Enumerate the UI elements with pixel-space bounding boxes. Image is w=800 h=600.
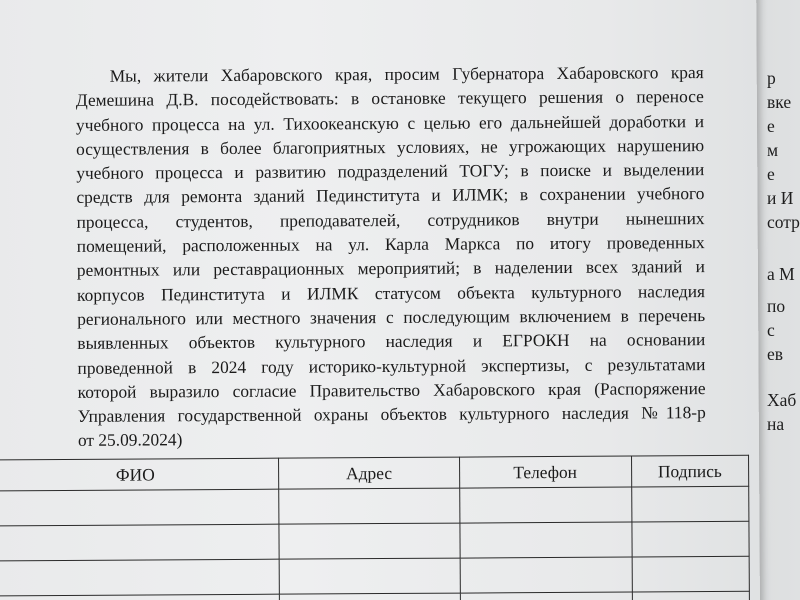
petition-line: учебного процесса на ул. Тихоокеанскую с целью его дальнейшей доработки и (75, 110, 705, 135)
petition-line: Управления государственной охраны объектов культурного наследия №118-р (77, 402, 706, 427)
column-header-signature: Подпись (631, 455, 749, 487)
address-cell[interactable] (280, 558, 460, 594)
table-row (0, 521, 749, 561)
signature-cell[interactable] (631, 486, 749, 522)
petition-line: от 25.09.2024) (77, 429, 183, 451)
column-header-address: Адрес (279, 457, 459, 489)
column-header-name: ФИО (0, 458, 279, 491)
signature-cell[interactable] (632, 521, 750, 557)
petition-line: ремонтных или реставрационных мероприятий; в наделении всех зданий и (76, 256, 705, 281)
background-text-fragment: на (767, 414, 785, 434)
table-row (0, 556, 749, 596)
name-cell[interactable] (0, 559, 280, 596)
background-text-fragment: а М (767, 264, 795, 284)
address-cell[interactable] (280, 593, 460, 600)
petition-line: осуществления в более благоприятных условиях, не угрожающих нарушению (76, 134, 705, 159)
petition-line: помещений, расположенных на ул. Карла Маркса по итогу проведенных (76, 232, 705, 256)
petition-line: выявленных объектов культурного наследия и ЕГРОКН на основании (77, 329, 706, 354)
background-text-fragment: р (767, 68, 776, 88)
background-text-fragment: е (767, 116, 775, 136)
petition-text (76, 60, 706, 453)
background-text-fragment: ев (767, 344, 784, 364)
phone-cell[interactable] (460, 592, 632, 600)
background-text-fragment: е (767, 164, 775, 184)
column-header-phone: Телефон (459, 456, 631, 488)
petition-line: Мы, жители Хабаровского края, просим Губернатора Хабаровского края (109, 62, 704, 86)
background-text-fragment: вке (767, 92, 792, 112)
signature-cell[interactable] (632, 556, 750, 592)
signature-cell[interactable] (632, 591, 750, 600)
address-cell[interactable] (279, 523, 459, 559)
background-text-fragment: Хаб (767, 390, 797, 410)
petition-line: регионального или местного значения с последующим включением в перечень (77, 305, 706, 329)
signature-table (0, 455, 750, 600)
petition-line: проведенной в 2024 году историко-культурной экспертизы, с результатами (77, 353, 706, 378)
background-text-fragment: сотр (767, 212, 800, 232)
address-cell[interactable] (279, 488, 459, 524)
signature-table-container (0, 455, 750, 600)
petition-line: учебного процесса и развитию подразделений ТОГУ; в поиске и выделении (76, 159, 705, 184)
background-text-fragment: м (767, 140, 779, 160)
phone-cell[interactable] (459, 522, 631, 558)
name-cell[interactable] (0, 489, 279, 526)
background-text-fragment: с (767, 320, 775, 340)
petition-line: корпусов Пединститута и ИЛМК статусом объекта культурного наследия (76, 280, 706, 305)
petition-line: Демешина Д.В. посодействовать: в остановке текущего решения о переносе (75, 86, 704, 111)
table-header-row (0, 455, 749, 491)
petition-line: которой выразило согласие Правительство Хабаровского края (Распоряжение (77, 377, 706, 402)
petition-line: процесса, студентов, преподавателей, сотрудников внутри нынешних (76, 207, 705, 232)
phone-cell[interactable] (460, 557, 632, 593)
table-row (0, 486, 749, 526)
phone-cell[interactable] (459, 487, 631, 523)
name-cell[interactable] (0, 524, 280, 561)
name-cell[interactable] (0, 594, 280, 600)
background-text-fragment: по (767, 296, 786, 316)
petition-line: средств для ремонта зданий Пединститута и ИЛМК; в сохранении учебного (76, 183, 705, 208)
background-text-fragment: и И (767, 188, 794, 208)
